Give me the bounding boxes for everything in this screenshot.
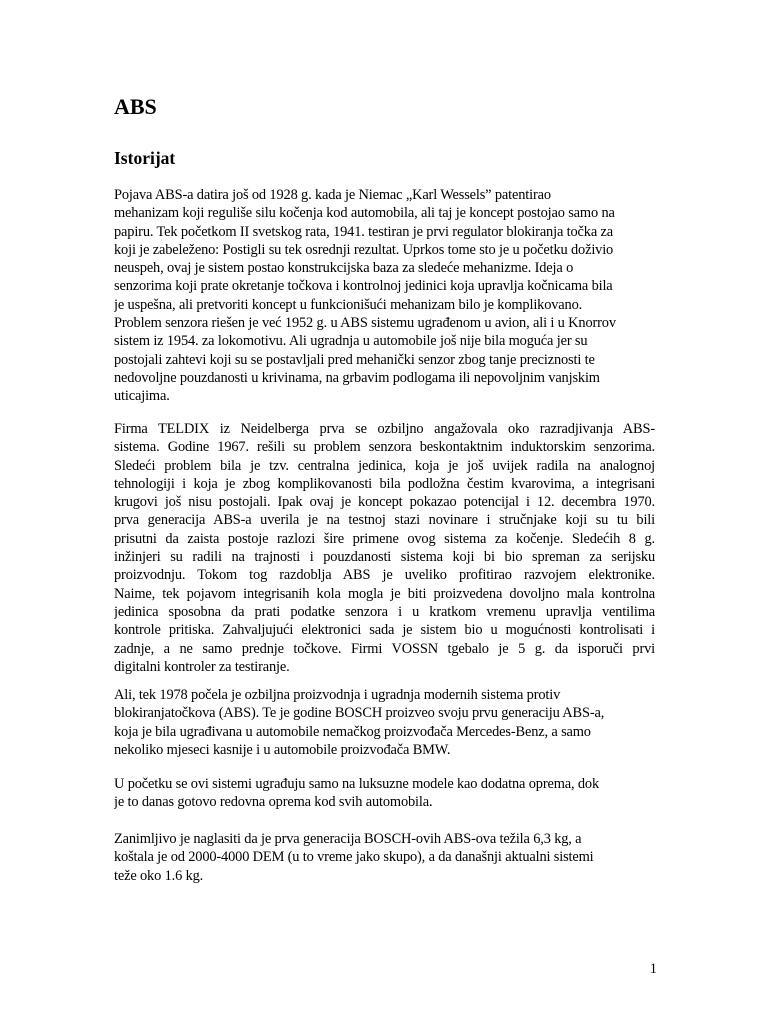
text-line: Pojava ABS-a datira još od 1928 g. kada je Niemac „Karl Wessels” patentirao bbox=[114, 187, 551, 203]
text-line: prisutni da zaista postoje razlozi šire primene ovog sistema za kočenje. Sledećih 8 g. bbox=[114, 530, 655, 547]
text-line: Problem senzora riešen je već 1952 g. u ABS sistemu ugrađenom u avion, ali i u Knorrov bbox=[114, 315, 616, 332]
text-line: papiru. Tek početkom II svetskog rata, 1941. testiran je prvi regulator blokiranja točka za bbox=[114, 223, 613, 240]
text-line: teže oko 1.6 kg. bbox=[114, 867, 204, 884]
text-line: krugovi još nisu postojali. Ipak ovaj je koncept pokazao potencijal i 12. decembra 1970. bbox=[114, 494, 655, 511]
text-line: Naime, tek pojavom integrisanih kola mogla je biti proizvedena dovoljno mala kontrolna bbox=[114, 585, 655, 602]
text-line: jedinica sposobna da prati podatke senzora i u kratkom vremenu upravlja ventilima bbox=[114, 603, 655, 620]
text-line: Zanimljivo je naglasiti da je prva generacija BOSCH-ovih ABS-ova težila 6,3 kg, a bbox=[114, 831, 582, 847]
text-line: neuspeh, ovaj je sistem postao konstrukcijska baza za sledeće mehanizme. Ideja o bbox=[114, 260, 574, 277]
text-line: kontrole pritiska. Zahvaljujući elektronici sada je sistem bio u mogućnosti kontrolisati i bbox=[114, 622, 655, 639]
text-line: tehnologiji i koja je zbog komplikovanosti bila podložna čestim kvarovima, a integrisani bbox=[114, 475, 655, 492]
page-number: 1 bbox=[649, 961, 657, 977]
text-line: blokiranjatočkova (ABS). Te je godine BOSCH proizveo svoju prvu generaciju ABS-a, bbox=[114, 705, 605, 722]
text-line: Firma TELDIX iz Neidelberga prva se ozbiljno angažovala oko razradjivanja ABS- bbox=[114, 421, 655, 437]
paragraph-2 bbox=[114, 420, 655, 676]
paragraph-1 bbox=[114, 186, 655, 406]
text-line: sistem iz 1954. za lokomotivu. Ali ugradnja u automobile još nije bila moguća jer su bbox=[114, 333, 588, 350]
text-line: koštala je od 2000-4000 DEM (u to vreme jako skupo), a da današnji aktualni sistemi bbox=[114, 849, 594, 866]
paragraph-5 bbox=[114, 830, 655, 885]
text-line: prva generacija ABS-a uverila je na testnoj stazi novinare i stručnjake koji su tu bili bbox=[114, 512, 655, 529]
text-line: koji je zabeleženo: Postigli su tek osrednji rezultat. Uprkos tome sto je u početku doživio bbox=[114, 241, 614, 258]
text-line: U početku se ovi sistemi ugrađuju samo na luksuzne modele kao dodatna oprema, dok bbox=[114, 776, 600, 792]
paragraph-3 bbox=[114, 686, 655, 759]
text-line: nedovoljne pouzdanosti u krivinama, na grbavim podlogama ili nepovoljnim vanjskim bbox=[114, 369, 600, 386]
text-line: postojali zahtevi koji su se postavljali pred mehanički senzor zbog tanje preciznosti te bbox=[114, 351, 595, 368]
text-line: je to danas gotovo redovna oprema kod svih automobila. bbox=[114, 794, 433, 811]
text-line: Sledeći problem bila je tzv. centralna jedinica, koja je još uvijek radila na analognoj bbox=[114, 457, 655, 474]
text-line: mehanizam koji reguliše silu kočenja kod automobila, ali taj je koncept postojao samo na bbox=[114, 205, 615, 222]
text-line: inžinjeri su radili na trajnosti i pouzdanosti sistema koji bi bio spreman za serijsku bbox=[114, 549, 655, 566]
text-line: zadnje, a ne samo prednje točkove. Firmi VOSSN tgebalo je 5 g. da isporuči prvi bbox=[114, 640, 655, 657]
text-line: nekoliko mjeseci kasnije i u automobile proizvođača BMW. bbox=[114, 741, 451, 758]
document-title: ABS bbox=[114, 94, 157, 119]
text-line: koja je bila ugrađivana u automobile nemačkog proizvođača Mercedes-Benz, a samo bbox=[114, 723, 591, 740]
section-heading: Istorijat bbox=[114, 148, 176, 168]
paragraph-4 bbox=[114, 775, 655, 812]
text-line: uticajima. bbox=[114, 388, 170, 405]
text-line: sistema. Godine 1967. rešili su problem senzora beskontaktnim induktorskim senzorima. bbox=[114, 439, 655, 456]
text-line: digitalni kontroler za testiranje. bbox=[114, 658, 290, 675]
text-line: proizvodnju. Tokom tog razdoblja ABS je uveliko profitirao razvojem elektronike. bbox=[114, 567, 655, 584]
text-line: senzorima koji prate okretanje točkova i kontrolnoj jedinici koja upravlja kočnicama bila bbox=[114, 278, 613, 295]
text-line: Ali, tek 1978 počela je ozbiljna proizvodnja i ugradnja modernih sistema protiv bbox=[114, 687, 561, 703]
text-line: je uspešna, ali pretvoriti koncept u funkcionišući mehanizam bilo je komplikovano. bbox=[114, 296, 583, 313]
